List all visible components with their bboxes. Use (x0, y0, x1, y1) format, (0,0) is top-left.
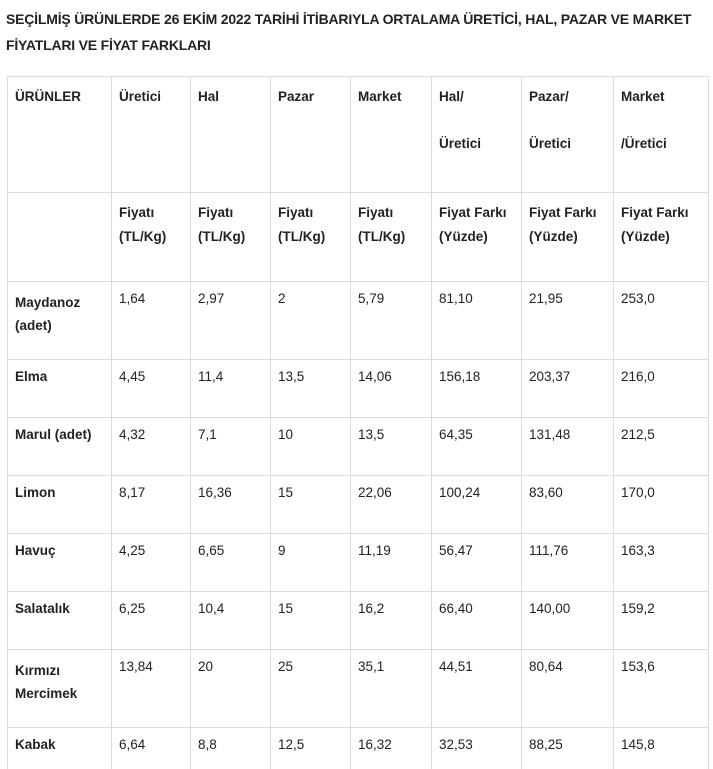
header-unit-market: Fiyatı (TL/Kg) (351, 193, 432, 282)
header-uretici: Üretici (112, 77, 191, 193)
pazar-uretici-diff: 131,48 (522, 418, 614, 476)
table-row (8, 534, 709, 592)
market-price: 13,5 (351, 418, 432, 476)
hal-price: 2,97 (191, 282, 271, 360)
header-unit-row (8, 193, 709, 282)
uretici-price: 6,25 (112, 592, 191, 650)
header-unit-uretici: Fiyatı (TL/Kg) (112, 193, 191, 282)
hal-uretici-diff: 66,40 (432, 592, 522, 650)
header-market-uretici: Market /Üretici (614, 77, 709, 193)
market-uretici-diff: 163,3 (614, 534, 709, 592)
market-uretici-diff: 253,0 (614, 282, 709, 360)
table-row (8, 282, 709, 360)
market-uretici-diff: 159,2 (614, 592, 709, 650)
pazar-uretici-diff: 88,25 (522, 728, 614, 769)
uretici-price: 13,84 (112, 650, 191, 728)
product-name: Elma (8, 360, 112, 418)
header-unit-hal: Fiyatı (TL/Kg) (191, 193, 271, 282)
pazar-price: 12,5 (271, 728, 351, 769)
header-unit-empty (8, 193, 112, 282)
market-uretici-diff: 145,8 (614, 728, 709, 769)
uretici-price: 1,64 (112, 282, 191, 360)
product-name: Maydanoz (adet) (8, 282, 112, 360)
table-row (8, 476, 709, 534)
uretici-price: 4,45 (112, 360, 191, 418)
pazar-uretici-diff: 83,60 (522, 476, 614, 534)
table-row (8, 360, 709, 418)
table-row (8, 592, 709, 650)
market-price: 14,06 (351, 360, 432, 418)
pazar-price: 13,5 (271, 360, 351, 418)
pazar-uretici-diff: 140,00 (522, 592, 614, 650)
header-unit-pazar: Fiyatı (TL/Kg) (271, 193, 351, 282)
product-name: Kabak (8, 728, 112, 769)
market-price: 5,79 (351, 282, 432, 360)
header-row (8, 77, 709, 193)
header-market: Market (351, 77, 432, 193)
pazar-price: 10 (271, 418, 351, 476)
market-price: 11,19 (351, 534, 432, 592)
hal-uretici-diff: 64,35 (432, 418, 522, 476)
hal-uretici-diff: 32,53 (432, 728, 522, 769)
hal-price: 6,65 (191, 534, 271, 592)
table-row (8, 650, 709, 728)
product-name: Limon (8, 476, 112, 534)
market-uretici-diff: 216,0 (614, 360, 709, 418)
pazar-uretici-diff: 203,37 (522, 360, 614, 418)
hal-price: 8,8 (191, 728, 271, 769)
uretici-price: 4,32 (112, 418, 191, 476)
pazar-uretici-diff: 111,76 (522, 534, 614, 592)
pazar-price: 15 (271, 592, 351, 650)
uretici-price: 6,64 (112, 728, 191, 769)
page-title: SEÇİLMİŞ ÜRÜNLERDE 26 EKİM 2022 TARİHİ İTİBARIYLA ORTALAMA ÜRETİCİ, HAL, PAZAR VE MARKET FİYATLARI VE FİYAT FARKLARI (6, 6, 696, 58)
market-price: 16,32 (351, 728, 432, 769)
hal-uretici-diff: 100,24 (432, 476, 522, 534)
market-uretici-diff: 212,5 (614, 418, 709, 476)
header-hal: Hal (191, 77, 271, 193)
product-name: Salatalık (8, 592, 112, 650)
hal-uretici-diff: 81,10 (432, 282, 522, 360)
header-urunler: ÜRÜNLER (8, 77, 112, 193)
pazar-uretici-diff: 21,95 (522, 282, 614, 360)
hal-uretici-diff: 156,18 (432, 360, 522, 418)
pazar-price: 25 (271, 650, 351, 728)
header-pazar-uretici: Pazar/ Üretici (522, 77, 614, 193)
market-price: 35,1 (351, 650, 432, 728)
hal-price: 7,1 (191, 418, 271, 476)
price-table (7, 76, 709, 769)
hal-uretici-diff: 56,47 (432, 534, 522, 592)
product-name: Marul (adet) (8, 418, 112, 476)
pazar-price: 15 (271, 476, 351, 534)
table-row (8, 418, 709, 476)
product-name: Kırmızı Mercimek (8, 650, 112, 728)
pazar-uretici-diff: 80,64 (522, 650, 614, 728)
header-pazar: Pazar (271, 77, 351, 193)
uretici-price: 4,25 (112, 534, 191, 592)
hal-uretici-diff: 44,51 (432, 650, 522, 728)
pazar-price: 2 (271, 282, 351, 360)
market-uretici-diff: 153,6 (614, 650, 709, 728)
header-unit-pazar-fark: Fiyat Farkı (Yüzde) (522, 193, 614, 282)
uretici-price: 8,17 (112, 476, 191, 534)
header-unit-hal-fark: Fiyat Farkı (Yüzde) (432, 193, 522, 282)
hal-price: 16,36 (191, 476, 271, 534)
product-name: Havuç (8, 534, 112, 592)
hal-price: 10,4 (191, 592, 271, 650)
market-uretici-diff: 170,0 (614, 476, 709, 534)
hal-price: 20 (191, 650, 271, 728)
header-unit-market-fark: Fiyat Farkı (Yüzde) (614, 193, 709, 282)
header-hal-uretici: Hal/ Üretici (432, 77, 522, 193)
hal-price: 11,4 (191, 360, 271, 418)
pazar-price: 9 (271, 534, 351, 592)
market-price: 22,06 (351, 476, 432, 534)
table-row (8, 728, 709, 769)
market-price: 16,2 (351, 592, 432, 650)
